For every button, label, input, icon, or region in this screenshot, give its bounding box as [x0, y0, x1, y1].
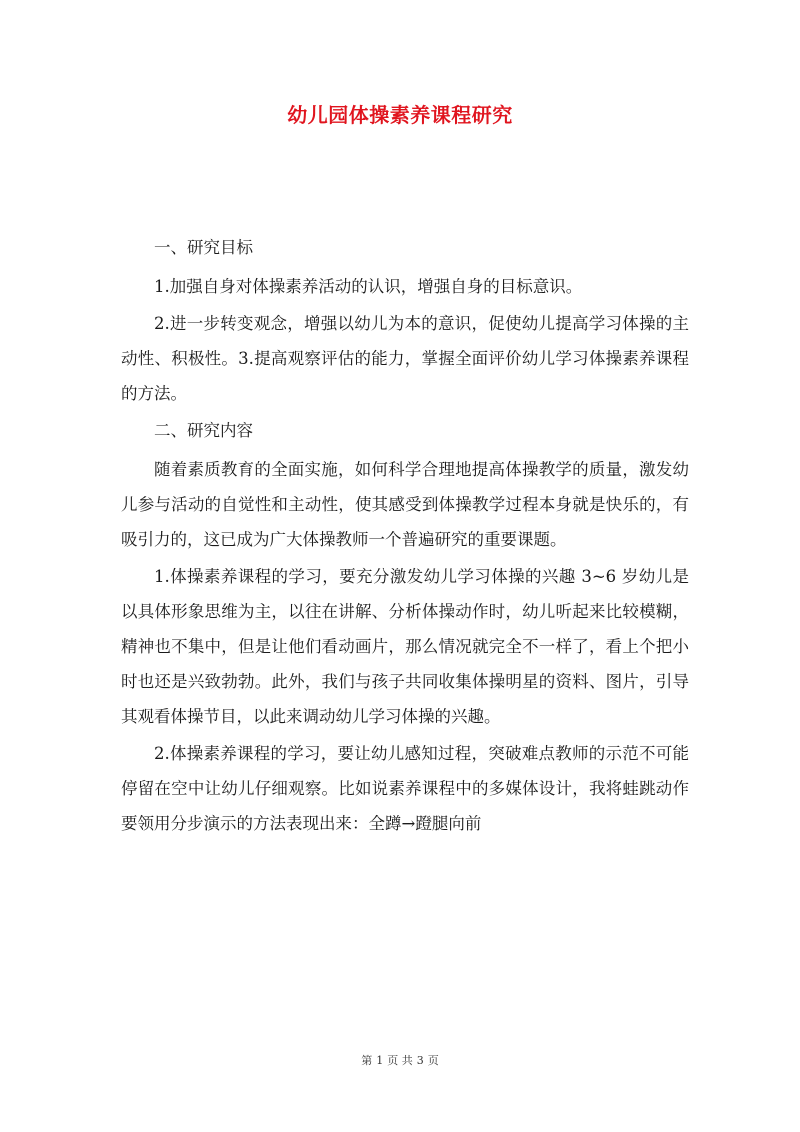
paragraph: 2.进一步转变观念，增强以幼儿为本的意识，促使幼儿提高学习体操的主动性、积极性。3.提高观察评估的能力，掌握全面评价幼儿学习体操素养课程的方法。 — [121, 314, 689, 403]
page-footer — [0, 1053, 800, 1069]
section-heading: 二、研究内容 — [154, 421, 253, 440]
paragraph: 1.体操素养课程的学习，要充分激发幼儿学习体操的兴趣 3~6 岁幼儿是以具体形象思维为主，以往在讲解、分析体操动作时，幼儿听起来比较模糊，精神也不集中，但是让他们看动画片，那么情况就完全不一样了，看上个把小时也还是兴致勃勃。此外，我们与孩子共同收集体操明星的资料、图片，引导其观看体操节目，以此来调动幼儿学习体操的兴趣。 — [121, 567, 689, 726]
paragraph: 随着素质教育的全面实施，如何科学合理地提高体操教学的质量，激发幼儿参与活动的自觉性和主动性，使其感受到体操教学过程本身就是快乐的，有吸引力的，这已成为广大体操教师一个普遍研究的重要课题。 — [121, 460, 689, 549]
section-heading: 一、研究目标 — [154, 238, 253, 257]
document-body — [121, 230, 689, 843]
footer-suffix: 页 — [427, 1054, 439, 1067]
page-number: 1 — [376, 1054, 384, 1067]
total-pages: 3 — [416, 1054, 424, 1067]
paragraph: 1.加强自身对体操素养活动的认识，增强自身的目标意识。 — [154, 277, 583, 296]
paragraph: 2.体操素养课程的学习，要让幼儿感知过程，突破难点教师的示范不可能停留在空中让幼儿仔细观察。比如说素养课程中的多媒体设计，我将蛙跳动作要领用分步演示的方法表现出来：全蹲→蹬腿向前 — [121, 744, 689, 833]
footer-mid: 页 共 — [387, 1054, 413, 1067]
footer-prefix: 第 — [361, 1054, 373, 1067]
document-title: 幼儿园体操素养课程研究 — [287, 103, 513, 127]
